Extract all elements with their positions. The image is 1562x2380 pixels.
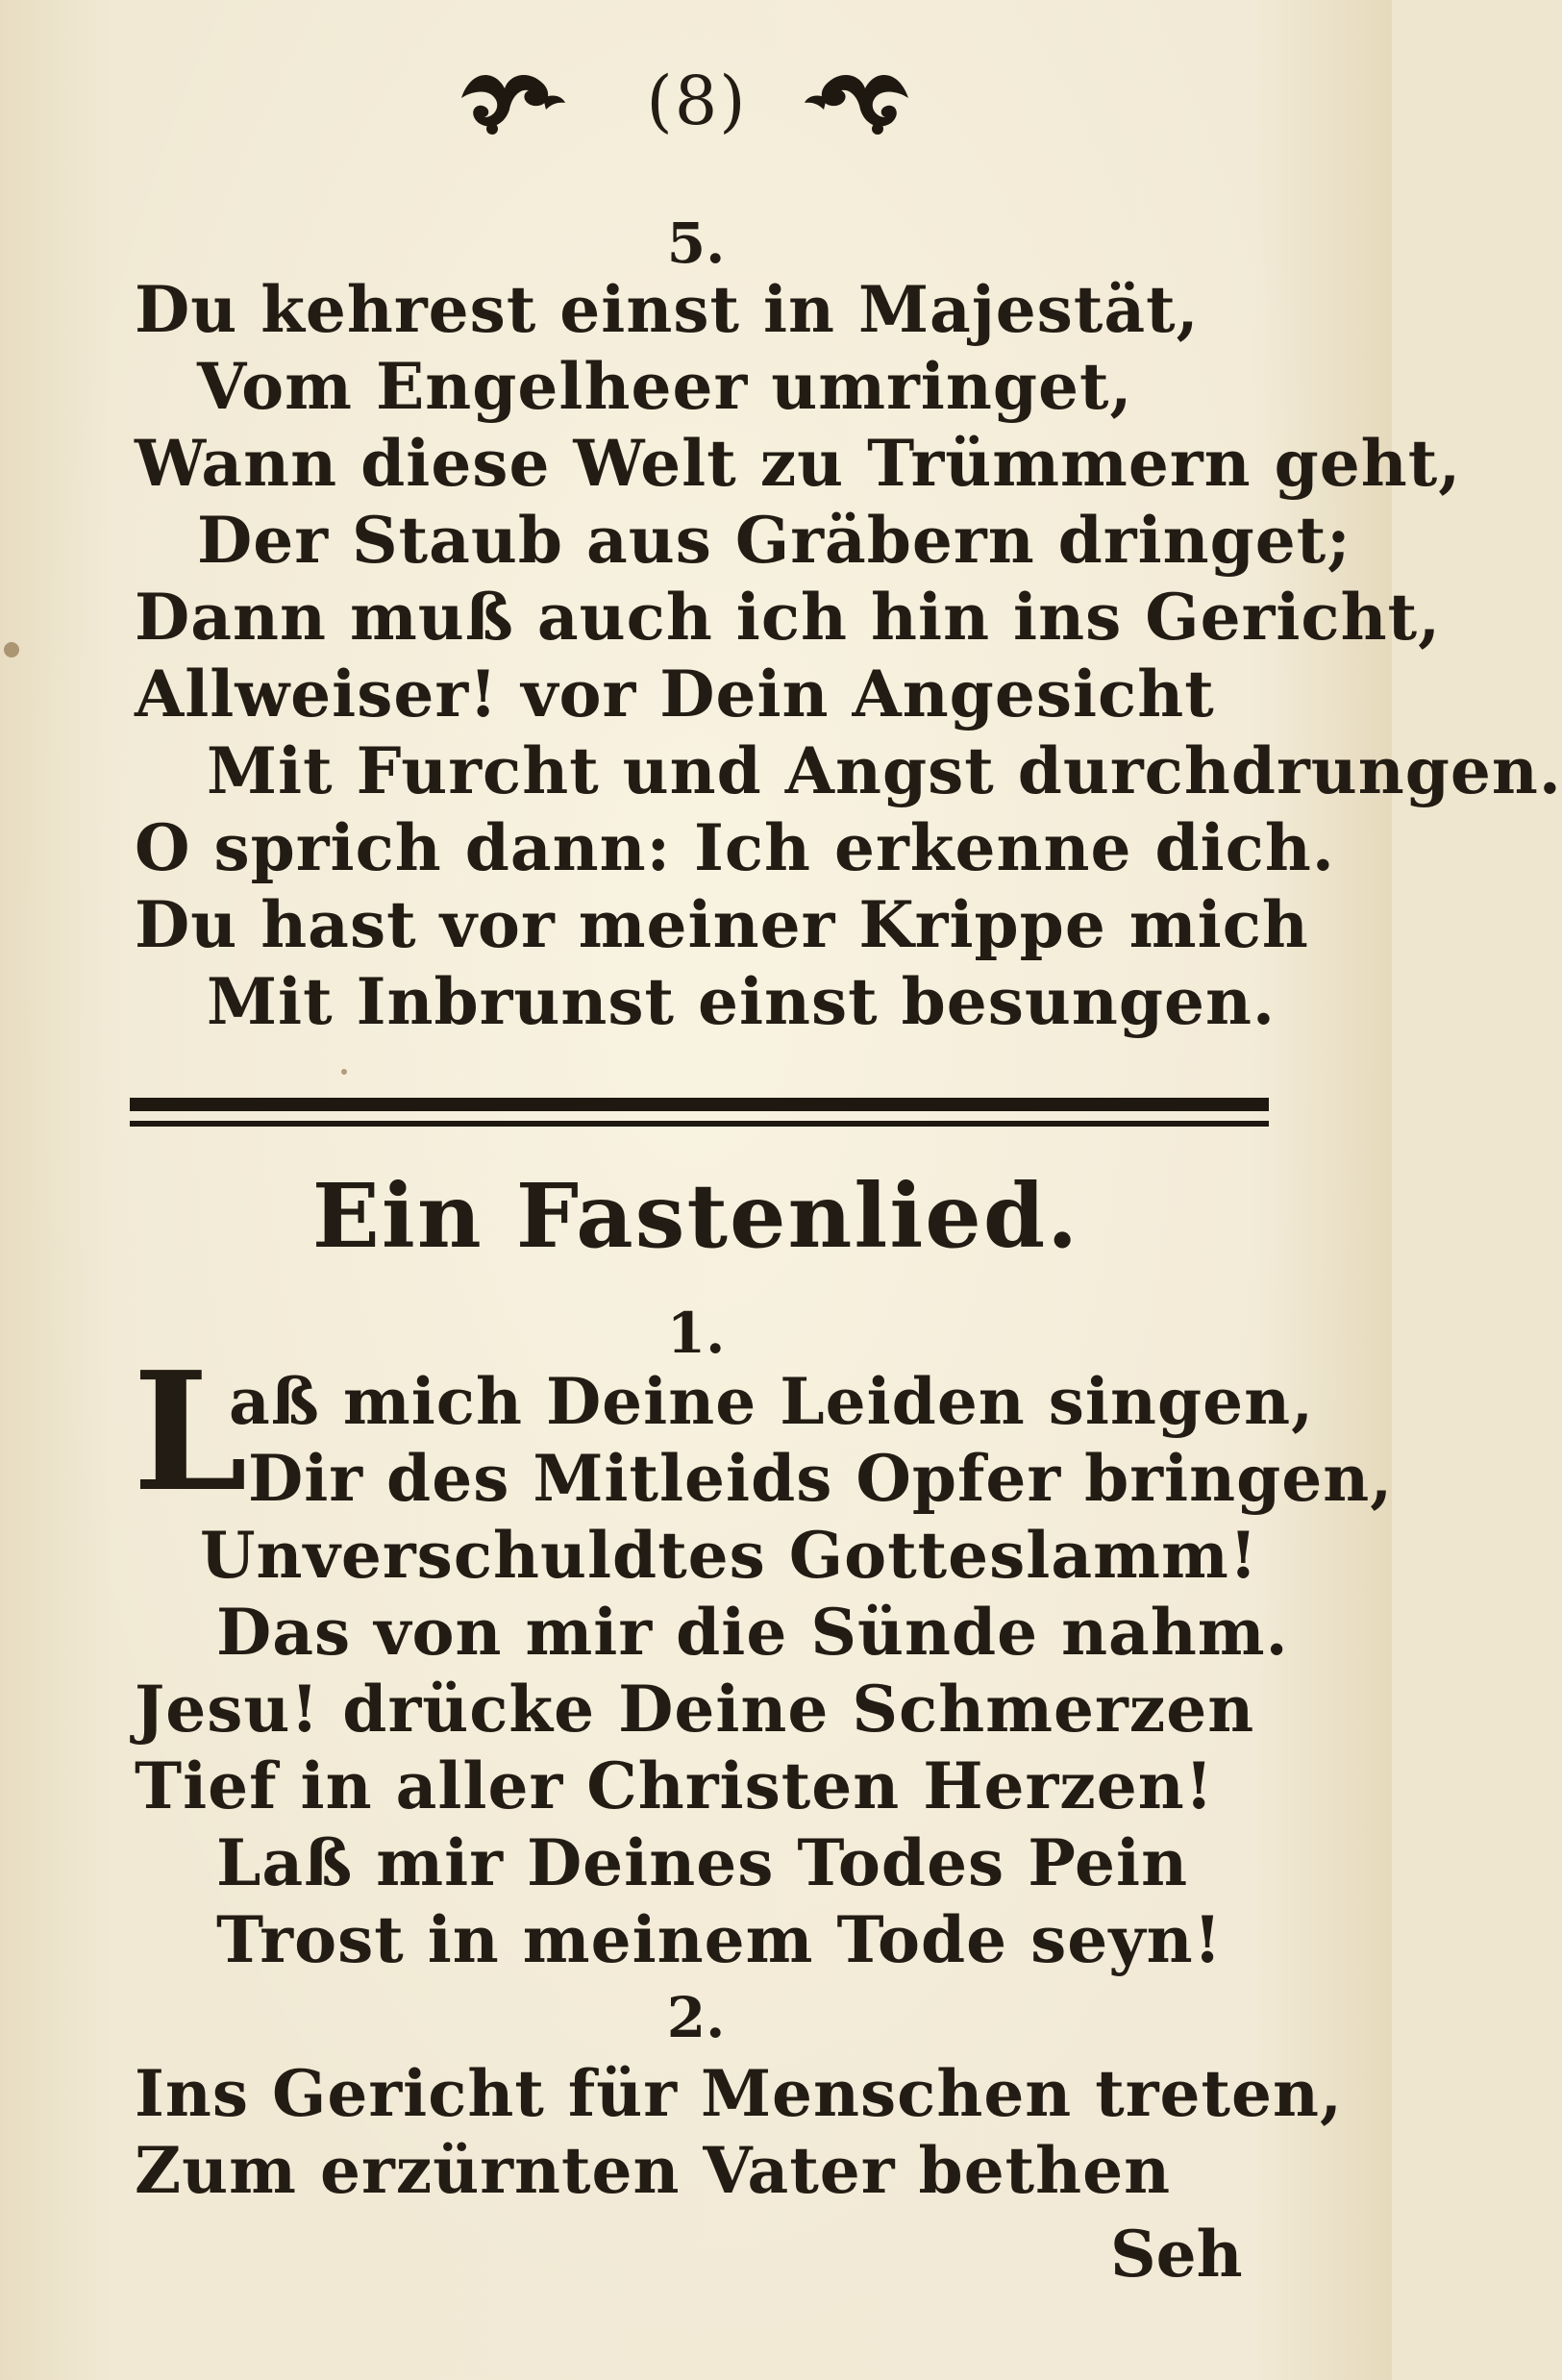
paper-speck (341, 1069, 347, 1075)
stanza-number: 5. (666, 211, 726, 276)
verse-line: Jesu! drücke Deine Schmerzen (135, 1672, 1255, 1747)
verse-line: Du hast vor meiner Krippe mich (135, 887, 1309, 962)
verse-line: Dir des Mitleids Opfer bringen, (248, 1441, 1394, 1516)
verse-line: Du kehrest einst in Majestät, (135, 272, 1200, 347)
page-header (0, 50, 1392, 156)
verse-line: Unverschuldtes Gotteslamm! (200, 1518, 1258, 1593)
fleuron-icon (803, 60, 918, 136)
verse-line: Allweiser! vor Dein Angesicht (135, 657, 1215, 731)
verse-line: Laß mir Deines Todes Pein (216, 1825, 1189, 1900)
verse-line: O sprich dann: Ich erkenne dich. (135, 810, 1335, 885)
page-number: (8) (646, 62, 748, 140)
stanza-number: 2. (666, 1985, 726, 2050)
verse-line: Vom Engelheer umringet, (197, 349, 1133, 424)
verse-line: Trost in meinem Tode seyn! (216, 1902, 1223, 1977)
verse-line: Mit Inbrunst einst besungen. (207, 964, 1277, 1039)
verse-line: Mit Furcht und Angst durchdrungen. (207, 733, 1562, 808)
verse-line: Ins Gericht für Menschen treten, (135, 2056, 1343, 2131)
drop-cap: L (133, 1336, 248, 1528)
stanza-number: 1. (666, 1301, 726, 1366)
catchword: Seh (1110, 2217, 1243, 2292)
separator-rule-thick (130, 1098, 1269, 1111)
fleuron-icon (452, 60, 567, 136)
verse-line: Wann diese Welt zu Trümmern geht, (135, 426, 1462, 501)
paper-stain (4, 642, 19, 657)
verse-line: Zum erzürnten Vater bethen (135, 2133, 1172, 2208)
verse-line: Tief in aller Christen Herzen! (135, 1748, 1214, 1823)
verse-line: Das von mir die Sünde nahm. (216, 1595, 1289, 1670)
verse-line: aß mich Deine Leiden singen, (229, 1364, 1315, 1439)
verse-line: Dann muß auch ich hin ins Gericht, (135, 580, 1442, 655)
verse-line: Der Staub aus Gräbern dringet; (197, 503, 1351, 578)
separator-rule-thin (130, 1121, 1269, 1127)
song-title: Ein Fastenlied. (311, 1164, 1080, 1268)
